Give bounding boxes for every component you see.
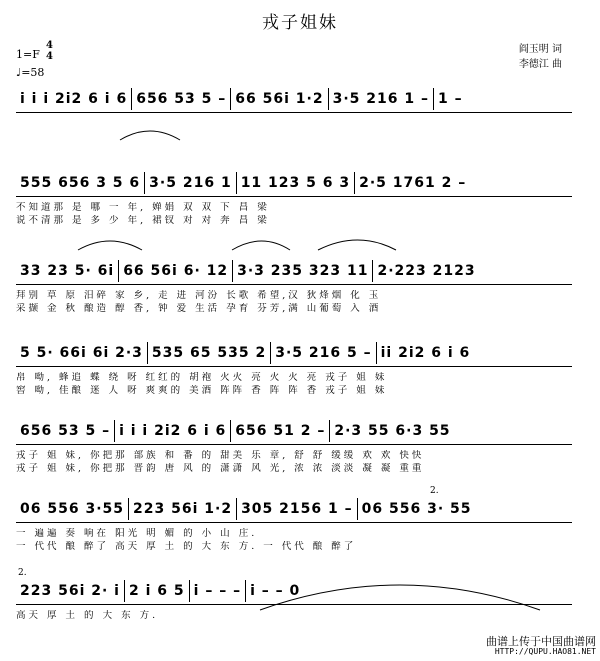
measure: 66 56i 1·2 [231,88,328,110]
composer-credit: 李德江 曲 [518,59,562,70]
lyric-line: 拜别 草 原 汨碎 家 乡, 走 进 河汾 长歌 希望,汉 狄烽烟 化 玉 [16,290,382,301]
measure: i – – – [190,580,246,602]
measure: 555 656 3 5 6 [16,172,145,194]
measure: 223 56i 2· i [16,580,125,602]
measure: 2 i 6 5 [125,580,190,602]
measure: 223 56i 1·2 [129,498,237,520]
measure: 305 2156 1 – [237,498,358,520]
measure: i i i 2i2 6 i 6 [115,420,231,442]
lyric-line: 戎子 姐 妹, 你把那 晋韵 唐 风 的 潇潇 风 光, 浓 浓 淡淡 凝 凝 重重 [16,463,425,474]
footer-site-name: 曲谱上传于中国曲谱网 [486,635,596,648]
measure: 2·223 2123 [377,263,476,279]
measure: 3·5 216 5 – [271,342,376,364]
measure: 1 – [437,91,463,107]
measure: 66 56i 6· 12 [119,260,233,282]
measure: ii 2i2 6 i 6 [380,345,471,361]
metre-top: 4 [46,40,53,51]
volta-mark: 2. [430,486,439,496]
measure: 3·3 235 323 11 [233,260,373,282]
song-title: 戎子姐妹 [262,13,338,33]
lyric-line: 窖 呦, 佳酿 迷 人 呀 爽爽的 美酒 阵阵 香 阵 阵 香 戎子 姐 妹 [16,385,388,396]
lyric-line: 不知道那 是 哪 一 年, 婵娟 双 双 下 昌 梁 [16,202,270,213]
measure: 656 53 5 – [16,420,115,442]
tempo-marking: ♩=58 [16,66,45,79]
measure: 5 5· 66i 6i 2·3 [16,342,148,364]
measure: 656 51 2 – [231,420,330,442]
measure: 06 556 3·55 [16,498,129,520]
lyricist-credit: 阎玉明 词 [518,44,562,55]
lyric-line: 一 遍遍 奏 响在 阳光 明 媚 的 小 山 庄. [16,528,258,539]
lyric-line: 一 代代 酿 醉了 高天 厚 土 的 大 东 方. 一 代代 酿 醉了 [16,541,357,552]
lyric-line: 高天 厚 土 的 大 东 方. [16,610,159,621]
key-signature: 1=F [16,48,40,61]
measure: 06 556 3· 55 [361,501,472,517]
measure: i i i 2i2 6 i 6 [16,88,132,110]
lyric-line: 帛 呦, 蜂追 蝶 绕 呀 红红的 胡袍 火火 亮 火 火 亮 戎子 姐 妹 [16,372,388,383]
measure: 2·5 1761 2 – [359,175,467,191]
measure: 2·3 55 6·3 55 [334,423,451,439]
measure: 11 123 5 6 3 [237,172,355,194]
measure: 3·5 216 1 – [329,88,434,110]
lyric-line: 戎子 姐 妹, 你把那 部族 和 番 的 甜美 乐 章, 舒 舒 缓缓 欢 欢 快快 [16,450,425,461]
measure: 3·5 216 1 [145,172,237,194]
metre-bottom: 4 [46,51,53,62]
lyric-line: 采撷 金 秋 酿造 醇 香, 钟 爱 生活 孕育 芬芳,满 山葡萄 入 酒 [16,303,382,314]
measure: i – – 0 [250,583,301,599]
volta-mark: 2. [18,568,27,578]
measure: 33 23 5· 6i [16,260,119,282]
measure: 656 53 5 – [132,88,231,110]
measure: 535 65 535 2 [148,342,271,364]
footer-site-url: HTTP://QUPU.HAO81.NET [494,647,596,656]
lyric-line: 说不清那 是 多 少 年, 裙钗 对 对 奔 昌 梁 [16,215,270,226]
